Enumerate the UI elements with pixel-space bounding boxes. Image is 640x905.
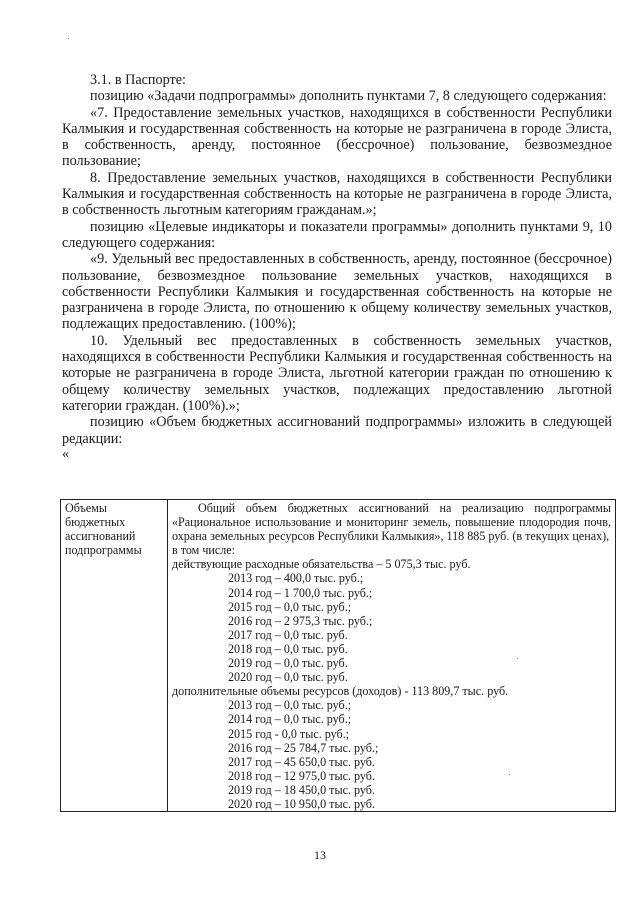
list-item: 2020 год – 10 950,0 тыс. руб. — [228, 796, 375, 811]
paragraph-budget-intro: позицию «Объем бюджетных ассигнований подпрограммы» изложить в следующей редакции: — [62, 414, 612, 447]
scan-speck — [509, 774, 510, 775]
list-item: 2020 год – 0,0 тыс. руб. — [228, 670, 348, 685]
scan-speck — [68, 38, 69, 39]
paragraph-item-8: 8. Предоставление земельных участков, находящихся в собственности Республики Калмыкия и государственная собственность на которые не разграничена в городе Элиста, в собственность льготным категориям гражданам.»; — [62, 169, 612, 219]
list-item: 2019 год – 0,0 тыс. руб. — [228, 656, 348, 671]
table-row — [61, 500, 616, 812]
paragraph-indicators-intro: позицию «Целевые индикаторы и показатели программы» дополнить пунктами 9, 10 следующего содержания: — [62, 218, 612, 251]
table-intro: Общий объем бюджетных ассигнований на реализацию подпрограммы «Рациональное использование и мониторинг земель, повышение плодородия почв, охрана земельных ресурсов Республики Калмыкия», 118 885 руб. (в текущих ценах), — [172, 501, 611, 544]
list-item: 2015 год - 0,0 тыс. руб.; — [228, 726, 350, 741]
table-group-1-title: действующие расходные обязательства – 5 075,3 тыс. руб. — [172, 557, 471, 572]
paragraph-item-10: 10. Удельный вес предоставленных в собственность земельных участков, находящихся в собственности Республики Калмыкия и государственная собственность на которые не разграничена в городе Элиста, льготной категории граждан по отношению к общему количеству земельных участков, подлежащих предоставлению льготной категории граждан. (100%).»; — [62, 332, 612, 414]
list-item: 2013 год – 400,0 тыс. руб.; — [228, 571, 364, 586]
list-item: 2017 год – 0,0 тыс. руб. — [228, 627, 348, 642]
opening-quote: « — [62, 445, 70, 462]
list-item: 2016 год – 2 975,3 тыс. руб.; — [228, 613, 373, 628]
paragraph-tasks-intro: позицию «Задачи подпрограммы» дополнить пунктами 7, 8 следующего содержания: — [90, 88, 607, 105]
table-including: в том числе: — [172, 543, 236, 558]
scan-speck — [517, 658, 518, 659]
table-label-cell — [61, 500, 168, 812]
table-label: Объемы бюджетных ассигнований подпрограммы — [65, 501, 142, 558]
paragraph-item-9: «9. Удельный вес предоставленных в собственность, аренду, постоянное (бессрочное) пользование, безвозмездное пользование земельных участков, находящихся в собственности Республики Калмыкия и государственная собственность на которые не разграничена в городе Элиста, по отношению к общему количеству земельных участков, подлежащих предоставлению. (100%); — [62, 251, 612, 333]
table-group-2-title: дополнительные объемы ресурсов (доходов) - 113 809,7 тыс. руб. — [172, 684, 509, 699]
list-item: 2015 год – 0,0 тыс. руб.; — [228, 599, 352, 614]
paragraph-section-heading: 3.1. в Паспорте: — [90, 72, 186, 88]
list-item: 2014 год – 1 700,0 тыс. руб.; — [228, 585, 373, 600]
list-item: 2014 год – 0,0 тыс. руб.; — [228, 712, 352, 727]
list-item: 2018 год – 0,0 тыс. руб. — [228, 641, 348, 656]
list-item: 2016 год – 25 784,7 тыс. руб.; — [228, 740, 379, 755]
paragraph-item-7: «7. Предоставление земельных участков, находящихся в собственности Республики Калмыкия и государственная собственность на которые не разграничена в городе Элиста, в собственность, аренду, постоянное (бессрочное) пользование, безвозмездное пользование; — [62, 104, 612, 170]
list-item: 2017 год – 45 650,0 тыс. руб. — [228, 754, 375, 769]
list-item: 2013 год – 0,0 тыс. руб.; — [228, 698, 352, 713]
list-item: 2019 год – 18 450,0 тыс. руб. — [228, 782, 375, 797]
budget-table — [60, 499, 616, 812]
table-content-cell — [168, 500, 616, 812]
page-number: 13 — [314, 848, 326, 862]
body-text — [62, 72, 612, 461]
list-item: 2018 год – 12 975,0 тыс. руб. — [228, 768, 375, 783]
